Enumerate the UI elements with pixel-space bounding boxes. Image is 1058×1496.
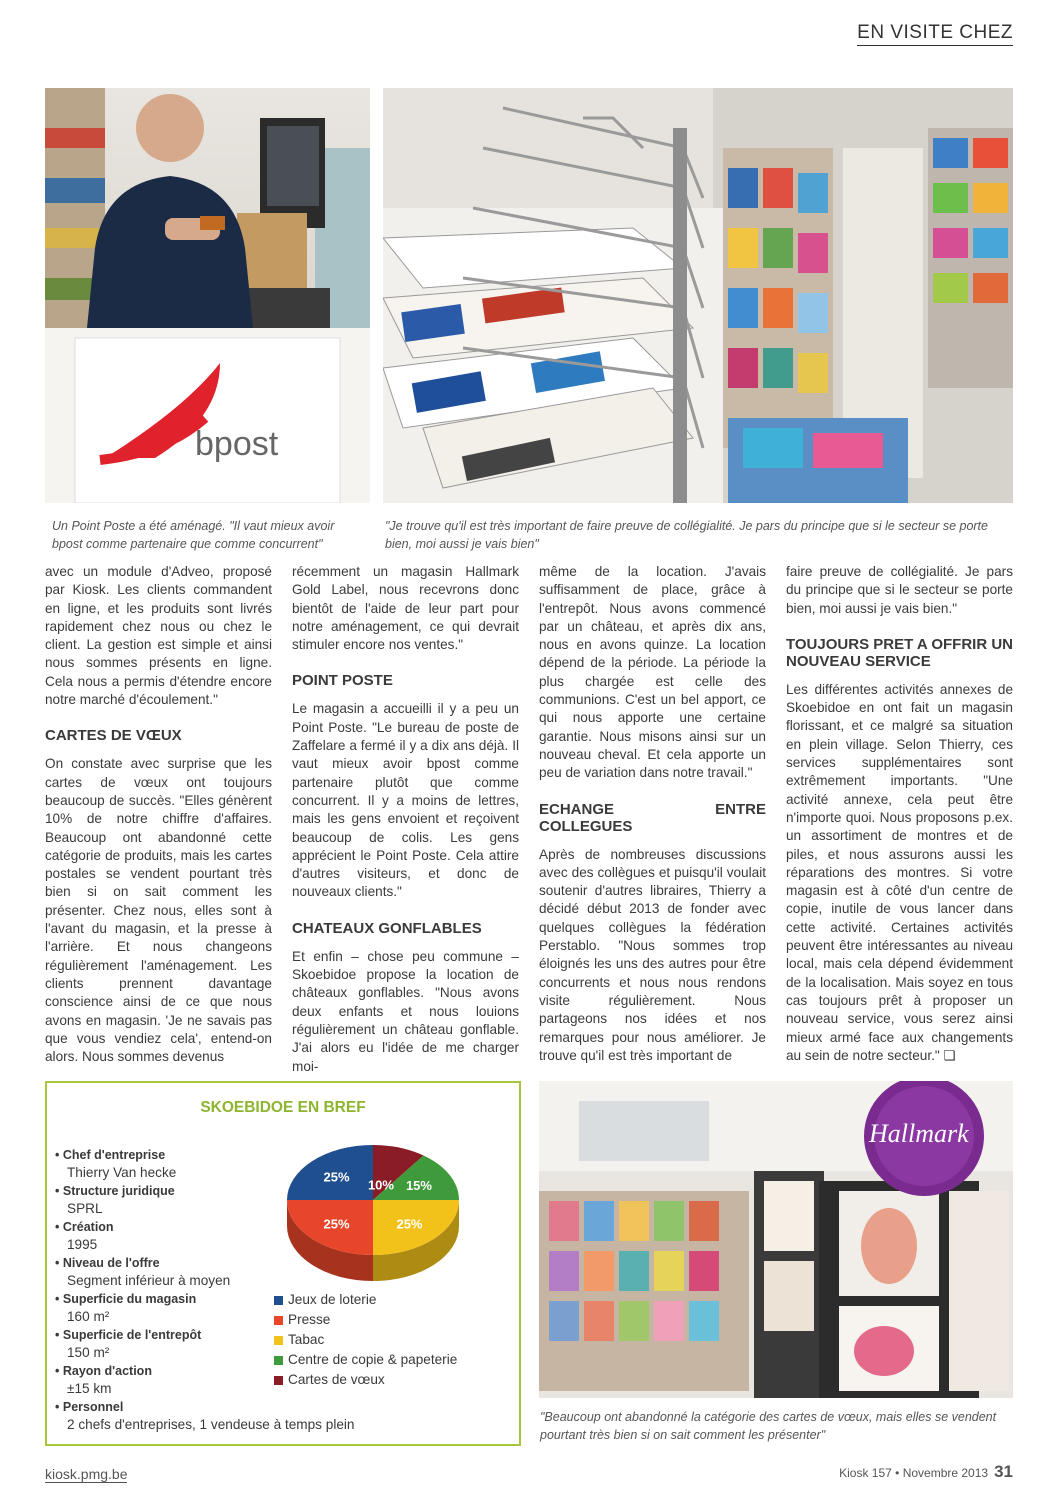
fact-value: 150 m² <box>67 1345 110 1360</box>
fact-value: Segment inférieur à moyen <box>67 1273 231 1288</box>
paragraph: Après de nombreuses discussions avec des collègues et puisqu'il voulait soutenir d'autres libraires, Thierry a décidé début 2013 de fonder avec quelques collègues la fédération Perstablo. "Nous sommes trop éloignés les uns des autres pour être concurrents et nous nous rendons visite régulièrement. Nous partageons nos idées et nos remarques pour nous améliorer. Je trouve qu'il est très important de <box>539 846 766 1063</box>
subheading: ECHANGE ENTRE COLLEGUES <box>539 800 766 835</box>
end-mark-icon: ❏ <box>943 1047 956 1063</box>
fact-value: SPRL <box>67 1201 103 1216</box>
photo-hallmark-racks <box>539 1081 1013 1398</box>
fact-label-text: Niveau de l'offre <box>62 1256 160 1270</box>
pie-legend <box>274 1290 514 1390</box>
fact-label-text: Création <box>62 1220 114 1234</box>
fact-label: • Chef d'entreprise <box>55 1148 166 1162</box>
section-header: EN VISITE CHEZ <box>857 22 1013 46</box>
info-box <box>45 1081 521 1446</box>
legend-item <box>274 1290 514 1310</box>
fact-label-text: Personnel <box>62 1400 124 1414</box>
fact-label-text: Superficie de l'entrepôt <box>62 1328 202 1342</box>
fact-label: • Création <box>55 1220 114 1234</box>
pie-chart <box>281 1138 466 1288</box>
caption-newspaper: "Je trouve qu'il est très important de faire preuve de collégialité. Je pars du principe que si le secteur se porte bien, moi aussi je vais bien" <box>385 519 988 551</box>
pie-data-label: 25% <box>396 1216 423 1232</box>
pie-data-label: 25% <box>323 1216 350 1232</box>
fact-value: 2 chefs d'entreprises, 1 vendeuse à temps plein <box>67 1417 355 1432</box>
legend-item <box>274 1350 514 1370</box>
legend-label: Tabac <box>288 1332 325 1347</box>
legend-item <box>274 1370 514 1390</box>
footer-issue-info <box>839 1462 1013 1482</box>
paragraph: faire preuve de collégialité. Je pars du principe que si le secteur se porte bien, moi aussi je vais bien." <box>786 564 1013 616</box>
fact-value: Thierry Van hecke <box>67 1165 177 1180</box>
subheading: CARTES DE VŒUX <box>45 727 182 745</box>
article-column-4 <box>786 563 1013 1065</box>
newspaper-rack-illustration <box>383 88 1013 503</box>
fact-label: • Superficie de l'entrepôt <box>55 1328 202 1342</box>
legend-label: Centre de copie & papeterie <box>288 1352 458 1367</box>
paragraph <box>786 681 1013 1065</box>
legend-label: Jeux de loterie <box>288 1292 377 1307</box>
info-box-title: SKOEBIDOE EN BREF <box>200 1099 366 1116</box>
paragraph: Le magasin a accueilli il y a peu un Point Poste. "Le bureau de poste de Zaffelare a fermé il y a dix ans déjà. Il vaut mieux avoir bpost comme partenaire plutôt que comme concurrent. Il y a moins de lettres, mais les gens envoient et reçoivent beaucoup de colis. Les gens apprécient le Point Poste. Cela attire d'autres visiteurs, et donc de nouveaux clients." <box>292 701 519 900</box>
article-column-3 <box>539 563 766 1065</box>
legend-item <box>274 1310 514 1330</box>
caption-bpost: Un Point Poste a été aménagé. "Il vaut mieux avoir bpost comme partenaire que comme concurrent" <box>52 519 335 551</box>
fact-label-text: Structure juridique <box>62 1184 175 1198</box>
fact-label: • Niveau de l'offre <box>55 1256 160 1270</box>
article-column-1 <box>45 563 272 1066</box>
footer-site-link[interactable]: kiosk.pmg.be <box>45 1466 128 1482</box>
paragraph: avec un module d'Adveo, proposé par Kiosk. Les clients commandent en ligne, et les produits sont livrés rapidement chez nous ou chez le client. La gestion est simple et ainsi nous sommes présents en ligne. Cela nous a permis d'étendre encore notre marché d'écoulement." <box>45 564 272 708</box>
fact-label: • Structure juridique <box>55 1184 175 1198</box>
paragraph: même de la location. J'avais suffisamment de place, grâce à l'entrepôt. Nous avons commencé par un château, et après dix ans, nous en avons quinze. La location dépend de la période. La période la plus chargée est celle des communions. C'est un bel apport, ce qui nous apporte une certaine garantie. Nous misons ainsi sur un nouveau cheval. Et cela apporte un peu de variation dans notre travail." <box>539 564 766 781</box>
paragraph: On constate avec surprise que les cartes de vœux ont toujours beaucoup de succès. "Elles génèrent 10% de notre chiffre d'affaires. Beaucoup ont abandonné cette catégorie de produits, mais les cartes postales se vendent pourtant très bien si on sait comment les présenter. Chez nous, elles sont à l'avant du magasin, et la presse à l'arrière. Et nous changeons régulièrement l'aménagement. Les clients prennent davantage conscience ainsi de ce que nous avons en magasin. 'Je ne savais pas que vous vendiez cela', entend-on alors. Nous sommes devenus <box>45 756 272 1065</box>
subheading: CHATEAUX GONFLABLES <box>292 919 482 937</box>
page-number: 31 <box>994 1462 1013 1481</box>
subheading: TOUJOURS PRET A OFFRIR UN NOUVEAU SERVICE <box>786 635 1013 670</box>
paragraph: récemment un magasin Hallmark Gold Label, nous recevrons donc bientôt de l'aide de leur part pour notre aménagement, ce qui devrait stimuler encore nos ventes." <box>292 564 519 653</box>
pie-data-label: 15% <box>405 1178 432 1194</box>
photo-newspaper-rack <box>383 88 1013 503</box>
fact-value: ±15 km <box>67 1381 112 1396</box>
paragraph: Et enfin – chose peu commune – Skoebidoe propose la location de châteaux gonflables. "Nous avons deux enfants et nous louions régulièrement un château gonflable. J'ai alors eu l'idée de me charger moi- <box>292 948 519 1074</box>
legend-swatch <box>274 1336 283 1345</box>
subheading: POINT POSTE <box>292 672 393 690</box>
footer-issue: Kiosk 157 • Novembre 2013 <box>839 1466 989 1480</box>
hallmark-sign-text: Hallmark <box>869 1119 969 1148</box>
fact-label: • Personnel <box>55 1400 124 1414</box>
fact-value: 1995 <box>67 1237 98 1252</box>
fact-label-text: Superficie du magasin <box>62 1292 197 1306</box>
pie-data-label: 10% <box>367 1177 394 1193</box>
photo-bpost-counter <box>45 88 370 503</box>
legend-label: Presse <box>288 1312 331 1327</box>
fact-value: 160 m² <box>67 1309 110 1324</box>
fact-label-text: Rayon d'action <box>62 1364 152 1378</box>
paragraph-text: Les différentes activités annexes de Skoebidoe en ont fait un magasin florissant, et ce malgré sa situation en plein village. Selon Thierry, ces services supplémentaires sont extrêmement importants. "Une activité annexe, cela peut être n'importe quoi. Nous proposons p.ex. un assortiment de montres et de piles, et nous assurons aussi les réparations des montres. Si votre magasin est à côté d'un centre de copie, inutile de vous lancer dans cette activité. Certaines activités peuvent être intéressantes au niveau local, mais cela dépend évidemment de la localisation. Mais soyez en tous cas toujours prêt à proposer un nouveau service, vous serez ainsi mieux armé face aux changements au sein de notre secteur." <box>786 681 1013 1063</box>
fact-item <box>55 1398 385 1434</box>
article-column-2 <box>292 563 519 1076</box>
pie-data-label: 25% <box>323 1169 350 1185</box>
caption-hallmark: "Beaucoup ont abandonné la catégorie des cartes de vœux, mais elles se vendent pourtant très bien si on sait comment les présenter" <box>540 1410 997 1442</box>
fact-label: • Rayon d'action <box>55 1364 152 1378</box>
legend-label: Cartes de vœux <box>288 1372 385 1387</box>
legend-swatch <box>274 1296 283 1305</box>
legend-swatch <box>274 1356 283 1365</box>
legend-swatch <box>274 1316 283 1325</box>
bpost-logo-text: bpost <box>195 425 279 463</box>
fact-label: • Superficie du magasin <box>55 1292 197 1306</box>
fact-label-text: Chef d'entreprise <box>62 1148 166 1162</box>
legend-item <box>274 1330 514 1350</box>
legend-swatch <box>274 1376 283 1385</box>
